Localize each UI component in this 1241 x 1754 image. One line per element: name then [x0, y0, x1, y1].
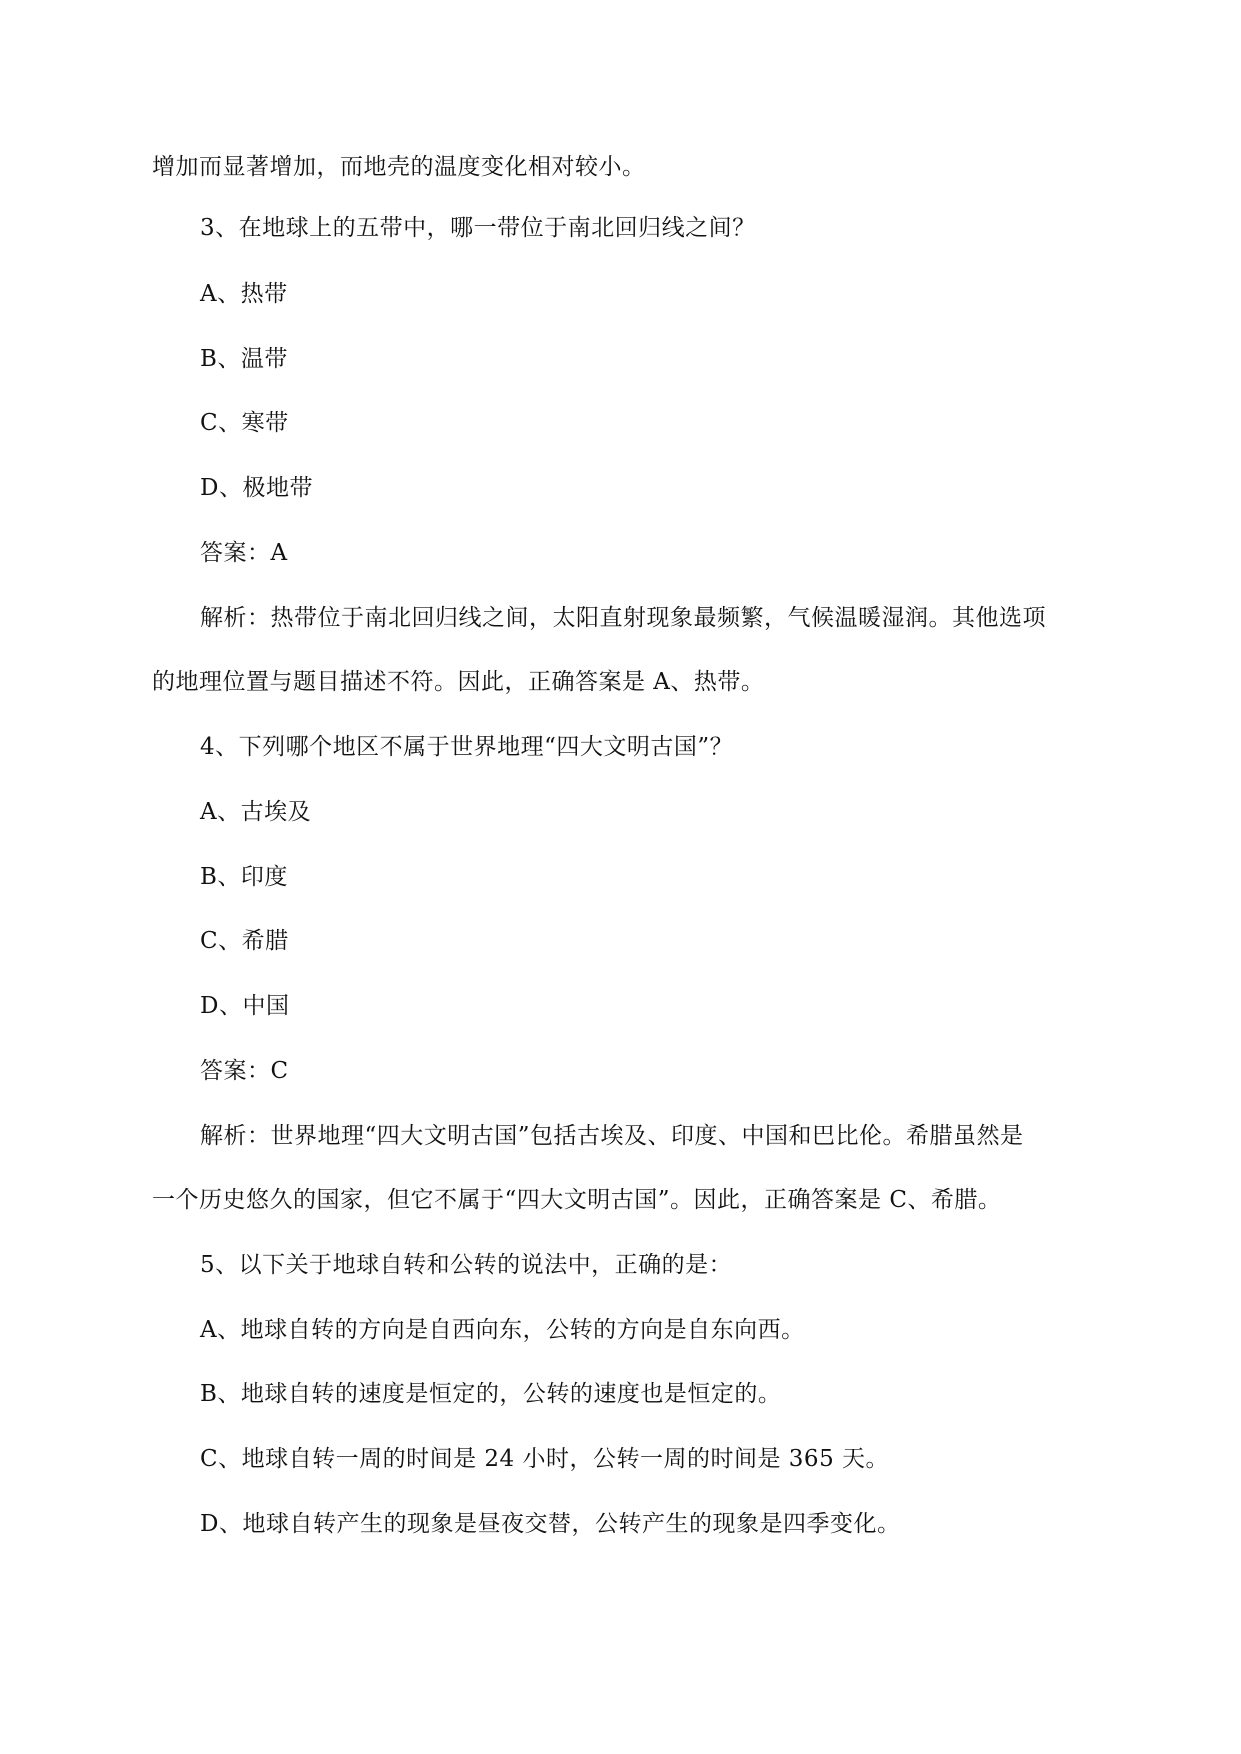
question-3-answer: 答案：A: [200, 540, 288, 566]
question-5-option-a: A、地球自转的方向是自西向东，公转的方向是自东向西。: [200, 1317, 805, 1343]
question-4-option-d: D、中国: [200, 993, 290, 1019]
question-4-option-c: C、希腊: [200, 928, 289, 954]
question-4-explanation: 解析：世界地理“四大文明古国”包括古埃及、印度、中国和巴比伦。希腊虽然是: [200, 1123, 1024, 1149]
question-3-explanation: 解析：热带位于南北回归线之间，太阳直射现象最频繁，气候温暖湿润。其他选项: [200, 605, 1046, 631]
question-3-option-b: B、温带: [200, 346, 288, 372]
question-3-option-d: D、极地带: [200, 475, 313, 501]
question-4: 4、下列哪个地区不属于世界地理“四大文明古国”？: [200, 734, 734, 760]
question-5-option-b: B、地球自转的速度是恒定的，公转的速度也是恒定的。: [200, 1381, 782, 1407]
question-3-explanation-cont: 的地理位置与题目描述不符。因此，正确答案是 A、热带。: [152, 669, 765, 695]
question-3-option-c: C、寒带: [200, 410, 289, 436]
question-4-explanation-cont: 一个历史悠久的国家，但它不属于“四大文明古国”。因此，正确答案是 C、希腊。: [152, 1187, 1002, 1213]
question-4-option-b: B、印度: [200, 864, 288, 890]
question-3: 3、在地球上的五带中，哪一带位于南北回归线之间？: [200, 215, 756, 241]
question-4-answer: 答案：C: [200, 1058, 289, 1084]
question-3-option-a: A、热带: [200, 281, 288, 307]
question-4-option-a: A、古埃及: [200, 799, 312, 825]
question-5-option-c: C、地球自转一周的时间是 24 小时，公转一周的时间是 365 天。: [200, 1446, 890, 1472]
question-5: 5、以下关于地球自转和公转的说法中，正确的是：: [200, 1252, 733, 1278]
question-5-option-d: D、地球自转产生的现象是昼夜交替，公转产生的现象是四季变化。: [200, 1511, 901, 1537]
paragraph-continuation: 增加而显著增加，而地壳的温度变化相对较小。: [152, 154, 646, 180]
